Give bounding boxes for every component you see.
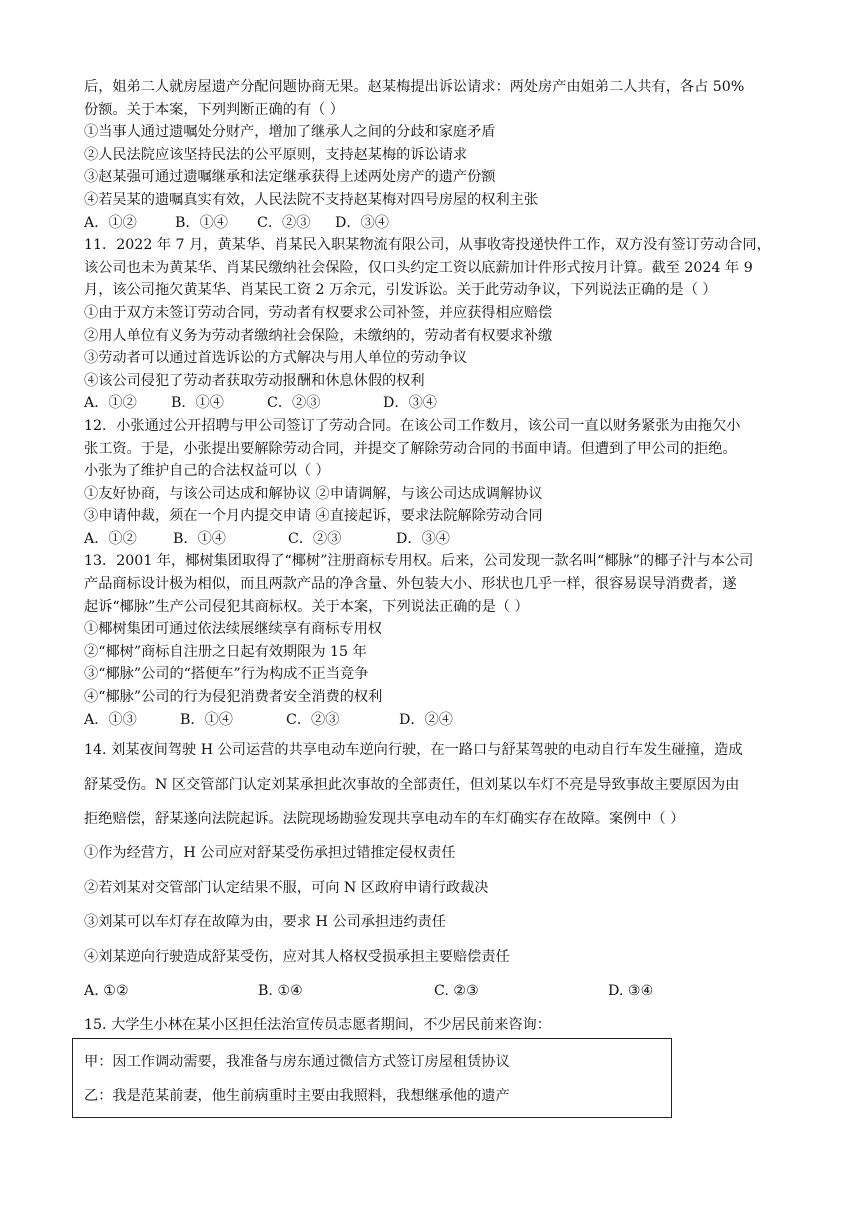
statement-item: ④若吴某的遗嘱真实有效，人民法院不支持赵某梅对四号房屋的权利主张	[84, 191, 539, 208]
statement-item: ③刘某可以车灯存在故障为由，要求 H 公司承担违约责任	[84, 914, 446, 931]
option-a: A．①③	[84, 711, 137, 728]
option-a: A. ①②	[84, 982, 129, 999]
question-13	[84, 550, 784, 731]
option-c: C．②③	[257, 214, 311, 231]
statement-item: ④该公司侵犯了劳动者获取劳动报酬和休息休假的权利	[84, 372, 425, 389]
statement-item: ①友好协商，与该公司达成和解协议 ②申请调解，与该公司达成调解协议	[84, 485, 543, 502]
option-c: C．②③	[267, 395, 321, 412]
question-14	[84, 733, 784, 1008]
question-12	[84, 415, 784, 551]
option-c: C. ②③	[434, 982, 479, 999]
answer-options	[84, 709, 784, 732]
statement-item: ①当事人通过遗嘱处分财产，增加了继承人之间的分歧和家庭矛盾	[84, 124, 496, 141]
option-d: D．②④	[399, 711, 453, 728]
statement-item: ④“椰脉”公司的行为侵犯消费者安全消费的权利	[84, 689, 383, 706]
option-a: A．①②	[84, 214, 137, 231]
option-a: A．①②	[84, 395, 137, 412]
question-text-line: 月，该公司拖欠黄某华、肖某民工资 2 万余元，引发诉讼。关于此劳动争议，下列说法正确的是（ ）	[84, 282, 717, 299]
consultation-item-yi: 乙：我是范某前妻，他生前病重时主要由我照料，我想继承他的遗产	[84, 1088, 510, 1104]
option-b: B. ①④	[258, 982, 303, 999]
question-text-line: 15. 大学生小林在某小区担任法治宣传员志愿者期间，不少居民前来咨询：	[84, 1017, 551, 1034]
answer-options	[84, 392, 784, 415]
option-b: B．①④	[171, 395, 224, 412]
question-text-line: 后，姐弟二人就房屋遗产分配问题协商无果。赵某梅提出诉讼请求：两处房产由姐弟二人共有，各占 50%	[84, 79, 745, 95]
question-text-line: 14. 刘某夜间驾驶 H 公司运营的共享电动车逆向行驶，在一路口与舒某驾驶的电动自行车发生碰撞，造成	[84, 742, 743, 759]
statement-item: ②用人单位有义务为劳动者缴纳社会保险，未缴纳的，劳动者有权要求补缴	[84, 327, 553, 344]
option-d: D．③④	[396, 530, 450, 547]
question-text-line: 产品商标设计极为相似，而且两款产品的净含量、外包装大小、形状也几乎一样，很容易误导消费者，遂	[84, 576, 737, 593]
statement-item: ①由于双方未签订劳动合同，劳动者有权要求公司补签，并应获得相应赔偿	[84, 304, 553, 321]
answer-options	[84, 974, 784, 1008]
question-11	[84, 234, 784, 415]
option-d: D．③④	[335, 214, 389, 231]
consultation-item-jia: 甲：因工作调动需要，我准备与房东通过微信方式签订房屋租赁协议	[84, 1054, 510, 1070]
statement-item: ③申请仲裁，须在一个月内提交申请 ④直接起诉，要求法院解除劳动合同	[84, 508, 543, 525]
question-10-tail	[84, 76, 784, 234]
answer-options	[84, 528, 784, 551]
option-b: B．①④	[173, 530, 226, 547]
consultation-box	[72, 1038, 672, 1118]
option-c: C．②③	[286, 711, 340, 728]
statement-item: ②若刘某对交管部门认定结果不服，可向 N 区政府申请行政裁决	[84, 879, 489, 896]
question-text-line: 小张为了维护自己的合法权益可以（ ）	[84, 463, 330, 480]
question-text-line: 起诉“椰脉”生产公司侵犯其商标权。关于本案，下列说法正确的是（ ）	[84, 598, 529, 615]
question-text-line: 13．2001 年，椰树集团取得了“椰树”注册商标专用权。后来，公司发现一款名叫“椰脉”的椰子汁与本公司	[84, 553, 754, 570]
exam-page	[84, 76, 784, 1043]
answer-options	[84, 212, 784, 235]
option-b: B．①④	[180, 711, 233, 728]
option-b: B．①④	[175, 214, 228, 231]
statement-item: ③“椰脉”公司的“搭便车”行为构成不正当竞争	[84, 666, 369, 683]
question-text-line: 该公司也未为黄某华、肖某民缴纳社会保险，仅口头约定工资以底薪加计件形式按月计算。截至 2024 年 9	[84, 259, 753, 276]
question-text-line: 12．小张通过公开招聘与甲公司签订了劳动合同。在该公司工作数月，该公司一直以财务紧张为由拖欠小	[84, 417, 741, 434]
option-c: C．②③	[288, 530, 342, 547]
question-text-line: 舒某受伤。N 区交管部门认定刘某承担此次事故的全部责任，但刘某以车灯不亮是导致事故主要原因为由	[84, 776, 740, 793]
question-text-line: 11．2022 年 7 月，黄某华、肖某民入职某物流有限公司，从事收寄投递快件工作，双方没有签订劳动合同，	[84, 237, 771, 254]
option-d: D．③④	[383, 395, 437, 412]
statement-item: ②“椰树”商标自注册之日起有效期限为 15 年	[84, 643, 367, 660]
statement-item: ①作为经营方，H 公司应对舒某受伤承担过错推定侵权责任	[84, 845, 456, 862]
question-text-line: 张工资。于是，小张提出要解除劳动合同，并提交了解除劳动合同的书面申请。但遭到了甲公司的拒绝。	[84, 440, 737, 457]
question-text-line: 拒绝赔偿，舒某遂向法院起诉。法院现场勘验发现共享电动车的车灯确实存在故障。案例中（ ）	[84, 811, 685, 827]
statement-item: ②人民法院应该坚持民法的公平原则，支持赵某梅的诉讼请求	[84, 146, 468, 163]
question-text-line: 份额。关于本案，下列判断正确的有（ ）	[84, 101, 344, 118]
statement-item: ③赵某强可通过遗嘱继承和法定继承获得上述两处房产的遗产份额	[84, 169, 496, 186]
statement-item: ③劳动者可以通过首选诉讼的方式解决与用人单位的劳动争议	[84, 350, 468, 367]
option-a: A．①②	[84, 530, 137, 547]
statement-item: ①椰树集团可通过依法续展继续享有商标专用权	[84, 621, 382, 638]
statement-item: ④刘某逆向行驶造成舒某受伤，应对其人格权受损承担主要赔偿责任	[84, 948, 510, 965]
option-d: D. ③④	[608, 982, 654, 999]
